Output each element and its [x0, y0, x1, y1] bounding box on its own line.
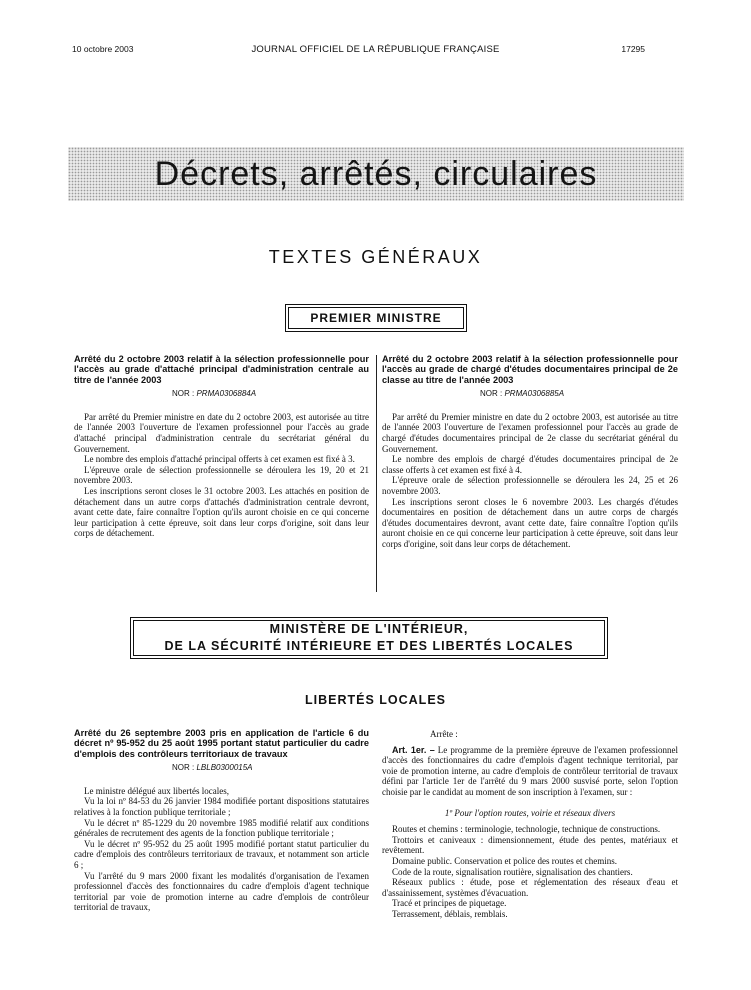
header-page-number: 17295 — [621, 44, 645, 54]
ministry-box-premier-ministre — [285, 304, 467, 332]
article-1-text: Le programme de la première épreuve de l'examen professionnel d'accès des fonctionnaires du cadre d'emplois d'agent technique territorial, par voie de promotion interne, au cadre d'emplois de contrôleur territorial de travaux défini par l'article 1er de l'arrêté du 9 mars 2000 susvisé porte, selon l'option choisie par le candidat au moment de son inscription à l'examen, sur : — [382, 744, 678, 797]
article-paragraph: Les inscriptions seront closes le 31 octobre 2003. Les attachés en position de détachement dans un autre corps d'attachés d'administration centrale devront, avant cette date, faire connaître l'option qu'ils auront choisie en ce qui concerne leur participation à cette épreuve, soit dans leur corps d'origine, soit dans leur corps de détachement. — [74, 485, 369, 539]
header-date: 10 octobre 2003 — [72, 44, 134, 54]
ministry-title: PREMIER MINISTRE — [310, 311, 442, 325]
article-paragraph: Vu l'arrêté du 9 mars 2000 fixant les modalités d'organisation de l'examen professionnel d'accès des fonctionnaires du cadre d'emplois d'agent technique territorial par voie de promotion interne au cadre d'emplois de contrôleur territorial de travaux, — [74, 870, 369, 913]
program-item: Réseaux publics : étude, pose et réglementation des réseaux d'eau et d'assainissement, systèmes d'évacuation. — [382, 877, 678, 898]
program-item: Trottoirs et caniveaux : dimensionnement, étude des pentes, matériaux et revêtement. — [382, 834, 678, 856]
option-heading: 1º Pour l'option routes, voirie et réseaux divers — [444, 807, 616, 818]
article3-column-left — [74, 728, 369, 913]
article-paragraph: Vu la loi nº 84-53 du 26 janvier 1984 modifiée portant dispositions statutaires relatives à la fonction publique territoriale ; — [74, 796, 369, 817]
subsection-title: LIBERTÉS LOCALES — [304, 693, 446, 707]
banner-title: Décrets, arrêtés, circulaires — [154, 154, 598, 193]
section-title: TEXTES GÉNÉRAUX — [268, 247, 483, 267]
column-divider — [376, 355, 377, 592]
article-paragraph: Le ministre délégué aux libertés locales, — [84, 785, 229, 796]
article-column-left — [74, 354, 369, 539]
article3-column-right — [382, 729, 678, 920]
program-item: Terrassement, déblais, remblais. — [392, 908, 508, 919]
ministry-title-line1: MINISTÈRE DE L'INTÉRIEUR, — [269, 622, 469, 636]
program-item: Code de la route, signalisation routière, signalisation des chantiers. — [392, 866, 633, 877]
article-1-label: Art. 1er. – — [392, 744, 435, 755]
nor-reference: NOR : PRMA0306884A — [172, 389, 257, 399]
article-title: Arrêté du 26 septembre 2003 pris en application de l'article 6 du décret nº 95-952 du 25 août 1995 portant statut particulier du cadre d'emplois des contrôleurs territoriaux de travaux — [74, 728, 369, 759]
article-1-paragraph — [382, 745, 678, 798]
program-item: Domaine public. Conservation et police des routes et chemins. — [392, 855, 617, 866]
article-paragraph: Par arrêté du Premier ministre en date du 2 octobre 2003, est autorisée au titre de l'année 2003 l'ouverture de l'examen professionnel pour l'accès au grade de chargé d'études documentaires principal de 2e classe du secrétariat général du Gouvernement. — [382, 411, 678, 454]
article-paragraph: Le nombre des emplois d'attaché principal offerts à cet examen est fixé à 3. — [84, 454, 355, 465]
article-paragraph: L'épreuve orale de sélection professionnelle se déroulera les 24, 25 et 26 novembre 2003. — [382, 475, 678, 496]
program-item: Routes et chemins : terminologie, technologie, technique de constructions. — [392, 824, 661, 835]
article-paragraph: Les inscriptions seront closes le 6 novembre 2003. Les chargés d'études documentaires en position de détachement dans un autre corps de chargés d'études documentaires devront, avant cette date, faire connaître l'option qu'ils auront choisie en ce qui concerne leur participation à cette épreuve, soit dans leur corps d'origine, soit dans leur corps de détachement. — [382, 496, 678, 549]
article-paragraph: Vu le décret nº 85-1229 du 20 novembre 1985 modifié relatif aux conditions générales de recrutement des agents de la fonction publique territoriale ; — [74, 817, 369, 839]
article-paragraph: L'épreuve orale de sélection professionnelle se déroulera les 19, 20 et 21 novembre 2003. — [74, 464, 369, 486]
program-item: Tracé et principes de piquetage. — [392, 898, 507, 909]
section-banner — [68, 147, 684, 201]
article-column-right — [382, 354, 678, 550]
nor-reference: NOR : PRMA0306885A — [480, 389, 565, 399]
ministry-title-line2: DE LA SÉCURITÉ INTÉRIEURE ET DES LIBERTÉS LOCALES — [164, 639, 574, 653]
arrete-label: Arrête : — [430, 729, 458, 739]
article-title: Arrêté du 2 octobre 2003 relatif à la sélection professionnelle pour l'accès au grade d'attaché principal d'administration centrale au titre de l'année 2003 — [74, 354, 369, 385]
nor-reference: NOR : LBLB0300015A — [172, 763, 253, 773]
article-title: Arrêté du 2 octobre 2003 relatif à la sélection professionnelle pour l'accès au grade de chargé d'études documentaires principal de 2e classe au titre de l'année 2003 — [382, 354, 678, 385]
article-paragraph: Vu le décret nº 95-952 du 25 août 1995 modifié portant statut particulier du cadre d'emplois des contrôleurs territoriaux de travaux, et notamment son article 6 ; — [74, 838, 369, 870]
article-paragraph: Par arrêté du Premier ministre en date du 2 octobre 2003, est autorisée au titre de l'année 2003 l'ouverture de l'examen professionnel pour l'accès au grade d'attaché principal d'administration centrale du secrétariat général du Gouvernement. — [74, 411, 369, 454]
article-paragraph: Le nombre des emplois de chargé d'études documentaires principal de 2e classe offerts à cet examen est fixé à 4. — [382, 454, 678, 475]
ministry-box-interieur — [130, 617, 608, 659]
header-journal-title: JOURNAL OFFICIEL DE LA RÉPUBLIQUE FRANÇAISE — [251, 44, 500, 55]
